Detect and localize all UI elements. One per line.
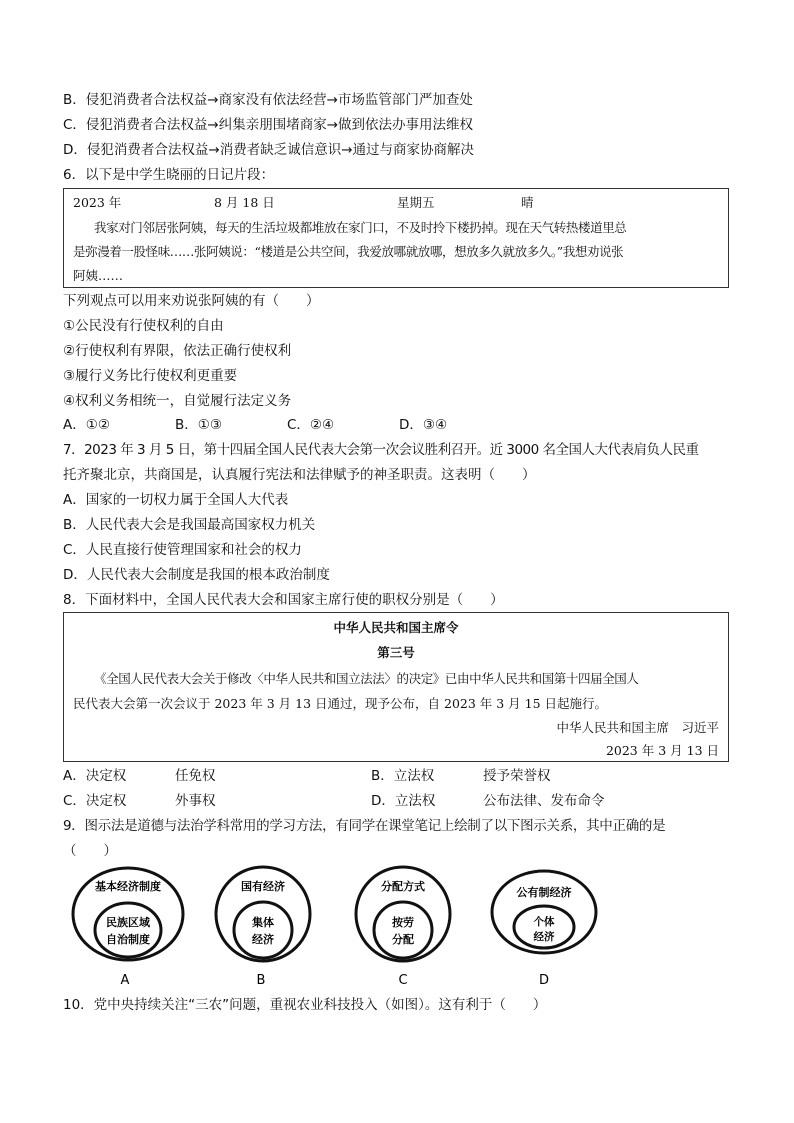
- diary-line-3: 阿姨……: [73, 268, 124, 283]
- q7-stem-line-2: 托齐聚北京，共商国是，认真履行宪法和法律赋予的神圣职责。这表明（ ）: [63, 467, 536, 483]
- diary-date: 8 月 18 日: [214, 195, 275, 210]
- diagram-a-inner-1: 民族区域: [106, 916, 150, 929]
- q8-option-a-1: A．决定权: [63, 768, 127, 784]
- diagram-d: [492, 871, 596, 988]
- diagram-c-caption: C: [398, 973, 408, 988]
- diagram-b-caption: B: [256, 973, 266, 988]
- q6-stem: 6．以下是中学生晓丽的日记片段：: [63, 167, 275, 183]
- q5-option-d: D．侵犯消费者合法权益→消费者缺乏诚信意识→通过与商家协商解决: [63, 142, 475, 158]
- q6-item-1: ①公民没有行使权利的自由: [63, 318, 224, 334]
- q8-option-a-2: 任免权: [175, 768, 216, 784]
- order-signature: 中华人民共和国主席 习近平: [556, 720, 719, 735]
- diary-year: 2023 年: [73, 195, 122, 210]
- diary-box: [63, 188, 729, 288]
- q8-option-b-1: B．立法权: [371, 768, 435, 784]
- diagram-c-inner-1: 按劳: [392, 916, 414, 929]
- diagram-a-inner-2: 自治制度: [106, 933, 150, 946]
- diary-line-1: 我家对门邻居张阿姨，每天的生活垃圾都堆放在家门口，不及时拎下楼扔掉。现在天气转热楼道里总: [94, 220, 627, 235]
- diagram-c: [356, 867, 450, 988]
- q6-option-c: C．②④: [287, 417, 335, 433]
- order-title: 中华人民共和国主席令: [333, 620, 459, 635]
- diagram-c-outer: 分配方式: [381, 880, 425, 893]
- diagram-d-caption: D: [538, 973, 550, 988]
- q7-option-c: C．人民直接行使管理国家和社会的权力: [63, 542, 302, 558]
- diagram-d-outer: 公有制经济: [516, 886, 572, 899]
- q7-option-d: D．人民代表大会制度是我国的根本政治制度: [63, 567, 330, 583]
- diagram-d-inner-1: 个体: [533, 916, 555, 928]
- diagram-b-outer: 国有经济: [241, 880, 285, 893]
- diary-weather: 晴: [521, 195, 534, 210]
- order-date: 2023 年 3 月 13 日: [605, 743, 719, 758]
- q7-option-b: B．人民代表大会是我国最高国家权力机关: [63, 517, 316, 533]
- q8-option-b-2: 授予荣誉权: [483, 768, 551, 784]
- q6-item-2: ②行使权利有界限，依法正确行使权利: [63, 343, 292, 359]
- diagram-a: [73, 868, 183, 988]
- q8-option-d-2: 公布法律、发布命令: [483, 793, 605, 809]
- diagram-a-outer: 基本经济制度: [95, 880, 161, 893]
- diary-line-2: 是弥漫着一股怪味……张阿姨说：“楼道是公共空间，我爱放哪就放哪，想放多久就放多久。”我想劝说张: [73, 244, 624, 259]
- order-number: 第三号: [377, 645, 415, 660]
- q8-option-c-2: 外事权: [175, 793, 216, 809]
- q8-option-c-1: C．决定权: [63, 793, 127, 809]
- diagram-c-inner-2: 分配: [392, 933, 414, 946]
- q5-option-b: B．侵犯消费者合法权益→商家没有依法经营→市场监管部门严加查处: [63, 92, 473, 108]
- diagram-b: [216, 867, 310, 988]
- diary-weekday: 星期五: [397, 195, 435, 210]
- q8-stem: 8．下面材料中，全国人民代表大会和国家主席行使的职权分别是（ ）: [63, 592, 504, 608]
- order-body-line-2: 民代表大会第一次会议于 2023 年 3 月 13 日通过，现予公布，自 2023 年 3 月 15 日起施行。: [73, 696, 608, 711]
- diagram-b-inner-1: 集体: [252, 916, 274, 929]
- q6-item-3: ③履行义务比行使权利更重要: [63, 368, 238, 384]
- order-body-line-1: 《全国人民代表大会关于修改〈中华人民共和国立法法〉的决定》已由中华人民共和国第十四届全国人: [94, 671, 639, 686]
- q6-question: 下列观点可以用来劝说张阿姨的有（ ）: [63, 293, 320, 309]
- diagram-a-caption: A: [120, 973, 130, 988]
- q6-option-d: D．③④: [399, 417, 448, 433]
- q7-option-a: A．国家的一切权力属于全国人大代表: [63, 492, 289, 508]
- q6-item-4: ④权利义务相统一，自觉履行法定义务: [63, 393, 292, 409]
- q6-option-b: B．①③: [175, 417, 222, 433]
- diagram-d-inner-2: 经济: [533, 931, 555, 943]
- q5-option-c: C．侵犯消费者合法权益→纠集亲朋围堵商家→做到依法办事用法维权: [63, 117, 474, 133]
- q7-stem-line-1: 7．2023 年 3 月 5 日，第十四届全国人民代表大会第一次会议胜利召开。近 3000 名全国人大代表肩负人民重: [63, 442, 699, 458]
- q6-option-a: A．①②: [63, 417, 110, 433]
- presidential-order-box: [63, 612, 729, 762]
- q9-diagrams: [60, 862, 600, 992]
- q9-stem-line-1: 9．图示法是道德与法治学科常用的学习方法，有同学在课堂笔记上绘制了以下图示关系，其中正确的是: [63, 818, 666, 834]
- q10-stem: 10．党中央持续关注“三农”问题，重视农业科技投入（如图）。这有利于（ ）: [63, 997, 547, 1013]
- q8-option-d-1: D．立法权: [371, 793, 436, 809]
- diagram-b-inner-2: 经济: [252, 933, 274, 946]
- q9-stem-line-2: （ ）: [63, 843, 117, 859]
